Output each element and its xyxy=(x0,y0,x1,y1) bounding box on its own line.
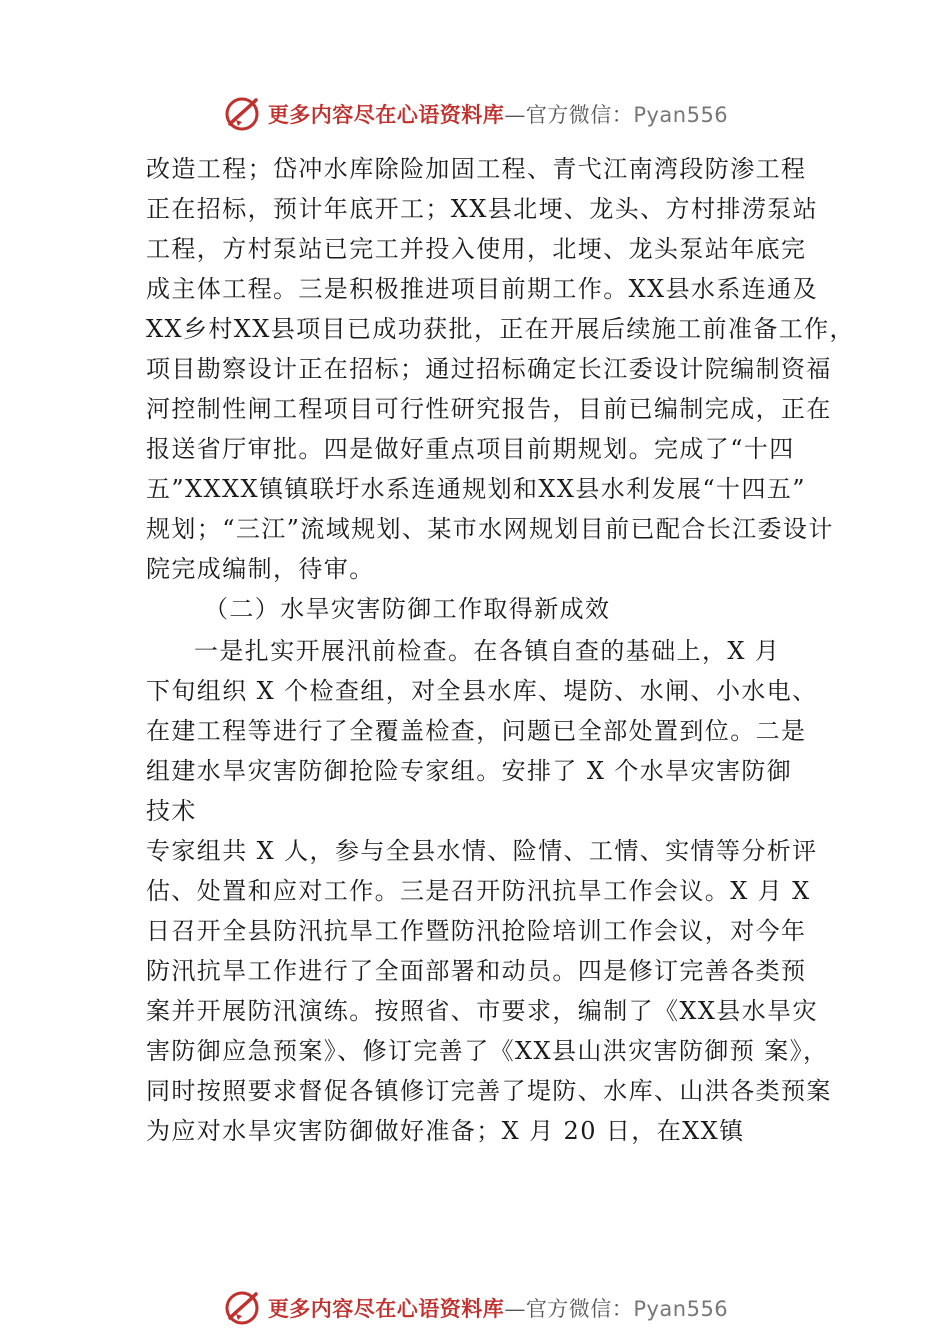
text-line: 正在招标，预计年底开工；XX县北埂、龙头、方村排涝泵站 xyxy=(146,195,818,223)
text-line: 院完成编制，待审。 xyxy=(146,555,375,583)
text-line: XX乡村XX县项目已成功获批，正在开展后续施工前准备工作， xyxy=(146,315,855,343)
brush-logo-icon xyxy=(222,94,262,134)
header-banner xyxy=(0,92,950,136)
text-line: 组建水旱灾害防御抢险专家组。安排了 X 个水旱灾害防御 xyxy=(146,757,793,785)
text-line: 一是扎实开展汛前检查。在各镇自查的基础上，X 月 xyxy=(194,637,781,665)
text-line: 专家组共 X 人，参与全县水情、险情、工情、实情等分析评 xyxy=(146,837,818,865)
text-line: 案并开展防汛演练。按照省、市要求，编制了《XX县水旱灾 xyxy=(146,997,818,1025)
text-line: 改造工程；岱冲水库除险加固工程、青弋江南湾段防渗工程 xyxy=(146,155,807,183)
text-line: 同时按照要求督促各镇修订完善了堤防、水库、山洪各类预案 xyxy=(146,1077,832,1105)
text-line: 河控制性闸工程项目可行性研究报告，目前已编制完成，正在 xyxy=(146,395,832,423)
text-line: 日召开全县防汛抗旱工作暨防汛抢险培训工作会议，对今年 xyxy=(146,917,807,945)
section-heading: （二）水旱灾害防御工作取得新成效 xyxy=(204,595,611,623)
banner-text: 更多内容尽在心语资料库—官方微信：Pyan556 xyxy=(267,1296,729,1321)
text-line: 为应对水旱灾害防御做好准备；X 月 20 日，在XX镇 xyxy=(146,1117,745,1145)
text-line: 估、处置和应对工作。三是召开防汛抗旱工作会议。X 月 X xyxy=(146,877,811,905)
text-line: 害防御应急预案》、修订完善了《XX县山洪灾害防御预 案》， xyxy=(146,1037,829,1065)
text-line: 项目勘察设计正在招标；通过招标确定长江委设计院编制资福 xyxy=(146,355,832,383)
text-line: 报送省厅审批。四是做好重点项目前期规划。完成了“十四 xyxy=(146,435,795,463)
text-line: 五”XXXX镇镇联圩水系连通规划和XX县水利发展“十四五” xyxy=(146,475,806,503)
brush-logo-icon xyxy=(222,1288,262,1328)
text-line: 成主体工程。三是积极推进项目前期工作。XX县水系连通及 xyxy=(146,275,818,303)
document-body xyxy=(146,149,855,1151)
banner-text: 更多内容尽在心语资料库—官方微信：Pyan556 xyxy=(267,102,729,127)
text-line: 下旬组织 X 个检查组，对全县水库、堤防、水闸、小水电、 xyxy=(146,677,818,705)
text-line: 防汛抗旱工作进行了全面部署和动员。四是修订完善各类预 xyxy=(146,957,807,985)
text-line: 在建工程等进行了全覆盖检查，问题已全部处置到位。二是 xyxy=(146,717,807,745)
text-line: 工程，方村泵站已完工并投入使用，北埂、龙头泵站年底完 xyxy=(146,235,807,263)
footer-banner xyxy=(0,1286,950,1330)
text-line: 规划；“三江”流域规划、某市水网规划目前已配合长江委设计 xyxy=(146,515,834,543)
text-line: 技术 xyxy=(146,797,197,825)
